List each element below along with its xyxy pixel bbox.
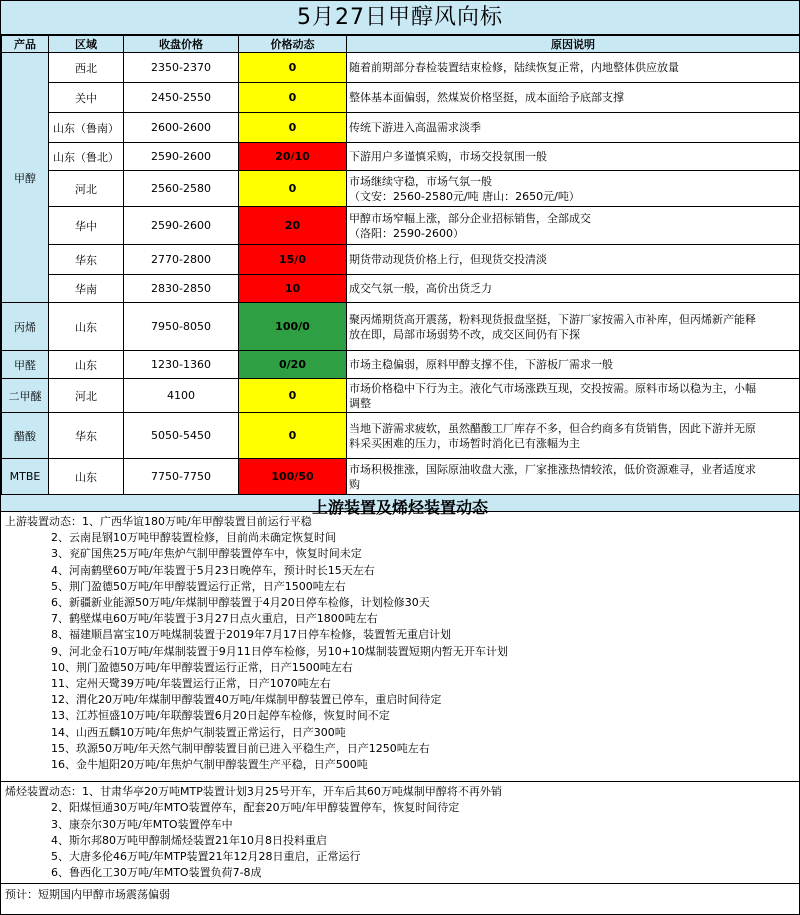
olefin-block — [1, 781, 799, 883]
list-item: 2、阳煤恒通30万吨/年MTO装置停车，配套20万吨/年甲醇装置停车，恢复时间待定 — [51, 801, 460, 815]
product-cell: 甲醛 — [2, 351, 49, 379]
reason-cell — [347, 83, 800, 113]
reason-line: 随着前期部分春检装置结束检修，陆续恢复正常，内地整体供应放量 — [349, 61, 679, 74]
reason-line: 市场主稳偏弱，原料甲醇支撑不佳，下游板厂需求一般 — [349, 358, 613, 371]
change-cell: 0 — [239, 171, 347, 207]
list-item: 10、荆门盈德50万吨/年甲醇装置运行正常，日产1500吨左右 — [51, 660, 353, 674]
header-region: 区域 — [49, 36, 124, 53]
header-price: 收盘价格 — [124, 36, 239, 53]
table-row — [2, 379, 800, 413]
reason-line: 当地下游需求疲软，虽然醋酸工厂库存不多，但合约商多有货销售，因此下游并无原 — [349, 421, 756, 435]
reason-cell — [347, 275, 800, 303]
product-cell: 甲醇 — [2, 53, 49, 303]
reason-line: （文安：2560-2580元/吨 唐山：2650元/吨） — [349, 189, 580, 203]
change-cell: 0 — [239, 83, 347, 113]
change-cell: 0 — [239, 53, 347, 83]
price-cell: 2350-2370 — [124, 53, 239, 83]
upstream-block — [1, 511, 799, 775]
list-item: 7、鹤壁煤电60万吨/年装置于3月27日点火重启，日产1800吨左右 — [51, 612, 378, 626]
reason-line: 购 — [349, 477, 360, 491]
list-item: 6、新疆新业能源50万吨/年煤制甲醇装置于4月20日停车检修，计划检修30天 — [51, 596, 430, 610]
list-item: 11、定州天鹭39万吨/年装置运行正常，日产1070吨左右 — [51, 677, 331, 691]
reason-cell — [347, 53, 800, 83]
price-cell: 2590-2600 — [124, 143, 239, 171]
product-cell: MTBE — [2, 459, 49, 495]
list-item: 6、鲁西化工30万吨/年MTO装置负荷7-8成 — [51, 866, 262, 880]
section-title: 上游装置及烯烃装置动态 — [1, 495, 799, 511]
reason-cell — [347, 171, 800, 207]
price-cell: 1230-1360 — [124, 351, 239, 379]
price-cell: 2560-2580 — [124, 171, 239, 207]
region-cell: 河北 — [49, 379, 124, 413]
product-cell: 醋酸 — [2, 413, 49, 459]
price-cell: 2590-2600 — [124, 207, 239, 245]
region-cell: 山东（鲁南） — [49, 113, 124, 143]
region-cell: 山东 — [49, 303, 124, 351]
change-cell: 20/10 — [239, 143, 347, 171]
region-cell: 华东 — [49, 413, 124, 459]
list-item: 2、云南昆钢10万吨甲醇装置检修，目前尚未确定恢复时间 — [51, 531, 336, 545]
table-row — [2, 245, 800, 275]
table-row — [2, 413, 800, 459]
forecast: 预计：短期国内甲醇市场震荡偏弱 — [1, 883, 799, 906]
table-row — [2, 113, 800, 143]
region-cell: 山东（鲁北） — [49, 143, 124, 171]
region-cell: 华南 — [49, 275, 124, 303]
reason-line: 整体基本面偏弱，然煤炭价格坚挺，成本面给予底部支撑 — [349, 91, 624, 104]
reason-cell — [347, 113, 800, 143]
price-cell: 4100 — [124, 379, 239, 413]
list-item: 14、山西五麟10万吨/年焦炉气制装置正常运行，日产300吨 — [51, 725, 346, 739]
reason-line: （洛阳：2590-2600） — [349, 226, 464, 240]
reason-line: 成交气氛一般，高价出货乏力 — [349, 282, 492, 295]
price-table — [1, 35, 800, 495]
table-row — [2, 275, 800, 303]
table-row — [2, 83, 800, 113]
price-cell: 2600-2600 — [124, 113, 239, 143]
table-row — [2, 171, 800, 207]
header-change: 价格动态 — [239, 36, 347, 53]
reason-cell — [347, 207, 800, 245]
region-cell: 河北 — [49, 171, 124, 207]
product-cell: 丙烯 — [2, 303, 49, 351]
list-item: 5、荆门盈德50万吨/年甲醇装置运行正常，日产1500吨左右 — [51, 579, 346, 593]
region-cell: 华东 — [49, 245, 124, 275]
list-item: 8、福建顺昌富宝10万吨煤制装置于2019年7月17日停车检修，装置暂无重启计划 — [51, 628, 451, 642]
reason-line: 料采买困难的压力，市场暂时消化已有涨幅为主 — [349, 436, 580, 450]
reason-line: 期货带动现货价格上行，但现货交投清淡 — [349, 253, 547, 266]
change-cell: 20 — [239, 207, 347, 245]
reason-cell — [347, 413, 800, 459]
reason-line: 市场继续守稳，市场气氛一般 — [349, 174, 492, 188]
reason-cell — [347, 245, 800, 275]
list-item: 上游装置动态：1、广西华谊180万吨/年甲醇装置目前运行平稳 — [5, 515, 312, 528]
list-item: 3、兖矿国焦25万吨/年焦炉气制甲醇装置停车中，恢复时间未定 — [51, 547, 362, 561]
region-cell: 华中 — [49, 207, 124, 245]
reason-line: 放在即，局部市场弱势不改，成交区间仍有下探 — [349, 327, 580, 341]
list-item: 16、金牛旭阳20万吨/年焦炉气制甲醇装置生产平稳，日产500吨 — [51, 758, 368, 772]
list-item: 4、河南鹤壁60万吨/年装置于5月23日晚停车，预计时长15天左右 — [51, 563, 375, 577]
price-cell: 7750-7750 — [124, 459, 239, 495]
list-item: 12、渭化20万吨/年煤制甲醇装置40万吨/年煤制甲醇装置已停车，重启时间待定 — [51, 693, 442, 707]
price-cell: 2830-2850 — [124, 275, 239, 303]
reason-line: 传统下游进入高温需求淡季 — [349, 121, 481, 134]
reason-line: 市场价格稳中下行为主。液化气市场涨跌互现，交投按需。原料市场以稳为主，小幅 — [349, 381, 756, 395]
table-row — [2, 143, 800, 171]
region-cell: 山东 — [49, 459, 124, 495]
header-reason: 原因说明 — [347, 36, 800, 53]
table-row — [2, 351, 800, 379]
change-cell: 0/20 — [239, 351, 347, 379]
change-cell: 100/50 — [239, 459, 347, 495]
region-cell: 西北 — [49, 53, 124, 83]
reason-line: 甲醇市场窄幅上涨，部分企业招标销售，全部成交 — [349, 211, 591, 225]
reason-line: 调整 — [349, 396, 371, 410]
list-item: 5、大唐多伦46万吨/年MTP装置21年12月28日重启，正常运行 — [51, 850, 361, 864]
header-product: 产品 — [2, 36, 49, 53]
change-cell: 15/0 — [239, 245, 347, 275]
list-item: 3、康奈尔30万吨/年MTO装置停车中 — [51, 817, 233, 831]
reason-line: 聚丙烯期货高开震荡，粉料现货报盘坚挺，下游厂家按需入市补库，但丙烯新产能释 — [349, 312, 756, 326]
reason-cell — [347, 303, 800, 351]
reason-line: 下游用户多谨慎采购，市场交投氛围一般 — [349, 150, 547, 163]
change-cell: 10 — [239, 275, 347, 303]
list-item: 烯烃装置动态：1、甘肃华亭20万吨MTP装置计划3月25号开车，开车后其60万吨煤制甲醇将不再外销 — [5, 785, 502, 799]
list-item: 13、江苏恒盛10万吨/年联醇装置6月20日起停车检修，恢复时间不定 — [51, 709, 390, 723]
list-item: 15、玖源50万吨/年天然气制甲醇装置目前已进入平稳生产，日产1250吨左右 — [51, 741, 430, 755]
price-cell: 5050-5450 — [124, 413, 239, 459]
list-item: 9、河北金石10万吨/年煤制装置于9月11日停车检修，另10+10煤制装置短期内暂无开车计划 — [51, 644, 508, 658]
table-header-row — [2, 36, 800, 53]
change-cell: 0 — [239, 413, 347, 459]
region-cell: 山东 — [49, 351, 124, 379]
price-cell: 7950-8050 — [124, 303, 239, 351]
region-cell: 关中 — [49, 83, 124, 113]
reason-cell — [347, 143, 800, 171]
price-cell: 2450-2550 — [124, 83, 239, 113]
report-title: 5月27日甲醇风向标 — [1, 1, 799, 35]
reason-cell — [347, 351, 800, 379]
change-cell: 100/0 — [239, 303, 347, 351]
table-row — [2, 303, 800, 351]
reason-line: 市场积极推涨，国际原油收盘大涨，厂家推涨热情较浓，低价资源难寻，业者适度求 — [349, 462, 756, 476]
price-cell: 2770-2800 — [124, 245, 239, 275]
product-cell: 二甲醚 — [2, 379, 49, 413]
change-cell: 0 — [239, 379, 347, 413]
change-cell: 0 — [239, 113, 347, 143]
table-row — [2, 207, 800, 245]
list-item: 4、斯尔邦80万吨甲醇制烯烃装置21年10月8日投料重启 — [51, 833, 327, 847]
table-row — [2, 53, 800, 83]
reason-cell — [347, 379, 800, 413]
reason-cell — [347, 459, 800, 495]
table-row — [2, 459, 800, 495]
